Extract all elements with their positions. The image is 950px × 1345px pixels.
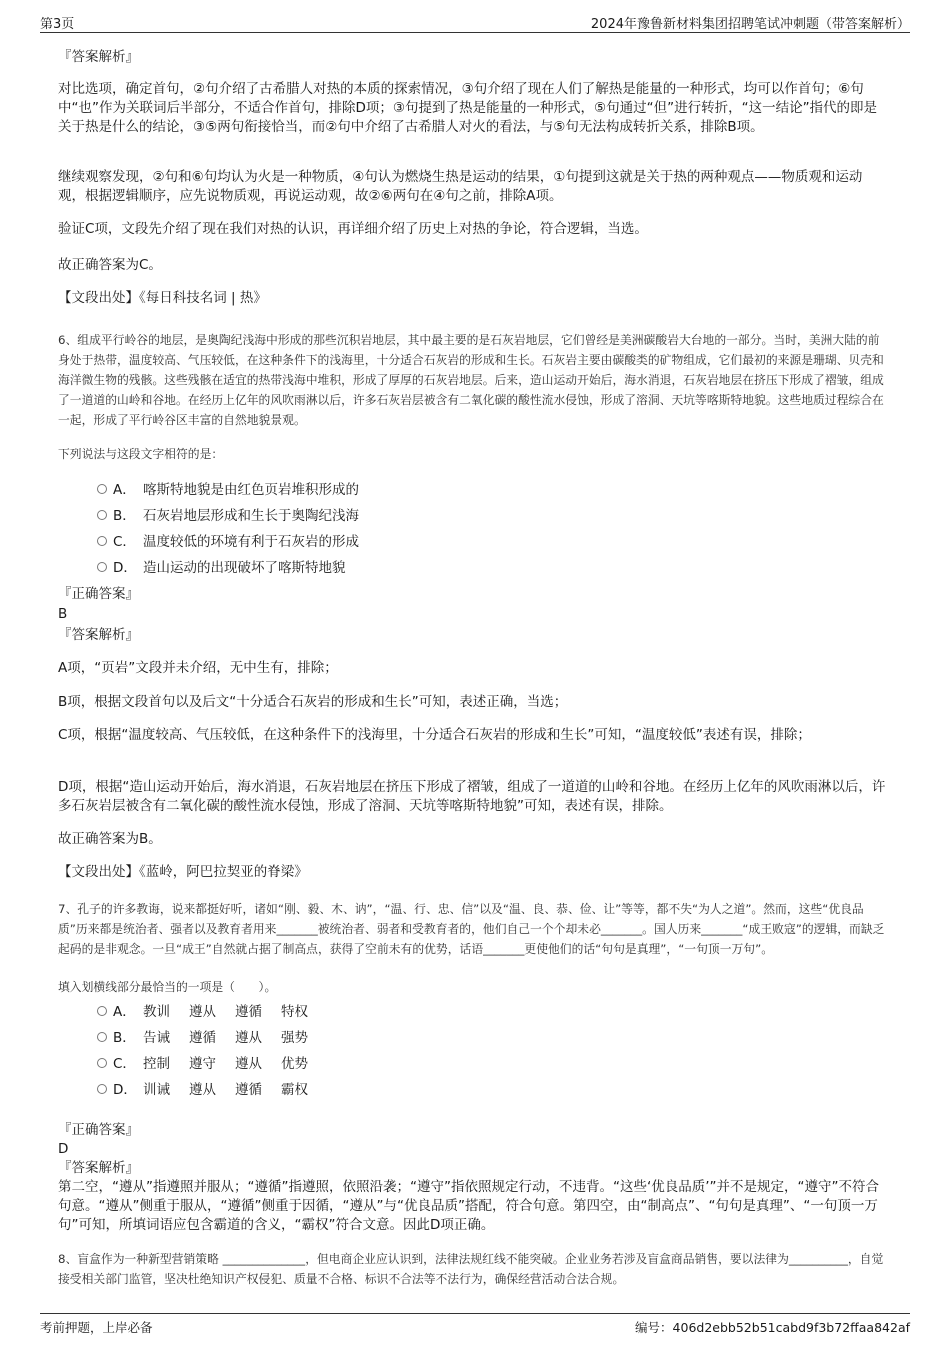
page-number: 第3页 xyxy=(40,17,75,32)
q6-analysis-b: B项，根据文段首句以及后文“十分适合石灰岩的形成和生长”可知，表述正确，当选； xyxy=(58,694,568,710)
page-footer xyxy=(40,1313,910,1336)
document-title: 2024年豫鲁新材料集团招聘笔试冲刺题（带答案解析） xyxy=(590,17,910,32)
q6-option-d[interactable]: D． 造山运动的出现破坏了喀斯特地貌 xyxy=(97,559,346,577)
q6-conclusion: 故正确答案为B。 xyxy=(58,831,162,847)
q6-answer: B xyxy=(58,606,68,622)
q5-analysis-para-1: 对比选项，确定首句，②句介绍了古希腊人对热的本质的探索情况，③句介绍了现在人们了解热是能量的一种形式，均可以作首句；⑥句中“也”作为关联词后半部分，不适合作首句，排除D项；③句提到了热是能量的一种形式，⑤句通过“但”进行转折，“这一结论”指代的即是关于热是什么的结论，③⑤两句衔接恰当，而②句中介绍了古希腊人对火的看法，与⑤句无法构成转折关系，排除B项。 xyxy=(58,81,878,135)
radio-icon[interactable] xyxy=(97,1084,107,1094)
q7-option-b[interactable]: B． 告诫 遵循 遵从 强势 xyxy=(97,1029,327,1047)
radio-icon[interactable] xyxy=(97,536,107,546)
q5-conclusion: 故正确答案为C。 xyxy=(58,257,162,273)
q8-stem: 8、盲盒作为一种新型营销策略 ______________，但电商企业应认识到，法律法规红线不能突破。企业业务若涉及盲盒商品销售，要以法律为__________，自觉接受相关部门监管，坚决杜绝知识产权侵犯、质量不合格、标识不合法等不法行为，确保经营活动合法合规。 xyxy=(58,1252,884,1286)
radio-icon[interactable] xyxy=(97,510,107,520)
q7-analysis: 第二空，“遵从”指遵照并服从；“遵循”指遵照，依照沿袭；“遵守”指依照规定行动，不违背。“这些‘优良品质’”并不是规定，“遵守”不符合句意。“遵从”侧重于服从，“遵循”侧重于因循，“遵从”与“优良品质”搭配，符合句意。第四空，由“制高点”、“句句是真理”、“一句顶一万句”可知，所填词语应包含霸道的含义，“霸权”符合文意。因此D项正确。 xyxy=(58,1179,880,1233)
q6-question: 下列说法与这段文字相符的是： xyxy=(58,447,224,461)
document-code: 编号：406d2ebb52b51cabd9f3b72ffaa842af xyxy=(635,1320,910,1335)
radio-icon[interactable] xyxy=(97,1006,107,1016)
q7-question: 填入划横线部分最恰当的一项是（ ）。 xyxy=(58,980,277,994)
q5-analysis-label: 『答案解析』 xyxy=(58,49,139,65)
radio-icon[interactable] xyxy=(97,562,107,572)
q7-stem: 7、孔子的许多教诲，说来都挺好听，诸如“刚、毅、木、讷”，“温、行、忠、信”以及“温、良、恭、俭、让”等等，都不失“为人之道”。然而，这些“优良品质”历来都是统治者、强者以及教育者用来_______被统治者、弱者和受教育者的，他们自己一个个却未必_______。国人历来_______“成王败寇”的逻辑，而缺乏起码的是非观念。一旦“成王”自然就占据了制高点，获得了空前未有的优势，话语_______更使他们的话“句句是真理”，“一句顶一万句”。 xyxy=(58,902,885,956)
q6-option-c[interactable]: C． 温度较低的环境有利于石灰岩的形成 xyxy=(97,533,359,551)
q6-analysis-a: A项，“页岩”文段并未介绍，无中生有，排除； xyxy=(58,660,338,676)
page-header xyxy=(40,10,910,33)
q7-answer: D xyxy=(58,1141,69,1157)
q7-option-d[interactable]: D． 训诫 遵从 遵循 霸权 xyxy=(97,1081,327,1099)
q7-analysis-label: 『答案解析』 xyxy=(58,1160,139,1176)
q6-answer-label: 『正确答案』 xyxy=(58,586,139,602)
q5-source: 【文段出处】《每日科技名词 | 热》 xyxy=(58,290,267,306)
q6-source: 【文段出处】《蓝岭，阿巴拉契亚的脊梁》 xyxy=(58,864,308,880)
q7-option-c[interactable]: C． 控制 遵守 遵从 优势 xyxy=(97,1055,327,1073)
radio-icon[interactable] xyxy=(97,484,107,494)
radio-icon[interactable] xyxy=(97,1058,107,1068)
q6-option-a[interactable]: A． 喀斯特地貌是由红色页岩堆积形成的 xyxy=(97,481,359,499)
q7-answer-label: 『正确答案』 xyxy=(58,1122,139,1138)
radio-icon[interactable] xyxy=(97,1032,107,1042)
q6-stem: 6、组成平行岭谷的地层，是奥陶纪浅海中形成的那些沉积岩地层，其中最主要的是石灰岩地层，它们曾经是美洲碳酸岩大台地的一部分。当时，美洲大陆的前身处于热带，温度较高、气压较低，在这种条件下的浅海里，十分适合石灰岩的形成和生长。石灰岩主要由碳酸类的矿物组成，它们最初的来源是珊瑚、贝壳和海洋微生物的残骸。这些残骸在适宜的热带浅海中堆积，形成了厚厚的石灰岩地层。后来，造山运动开始后，海水消退，石灰岩地层在挤压下形成了褶皱，组成了一道道的山岭和谷地。在经历上亿年的风吹雨淋以后，许多石灰岩层被含有二氧化碳的酸性流水侵蚀，形成了溶洞、天坑等喀斯特地貌。这些地质过程综合在一起，形成了平行岭谷区丰富的自然地貌景观。 xyxy=(58,333,884,427)
q6-analysis-label: 『答案解析』 xyxy=(58,627,139,643)
q5-analysis-para-3: 验证C项，文段先介绍了现在我们对热的认识，再详细介绍了历史上对热的争论，符合逻辑，当选。 xyxy=(58,221,648,237)
q7-option-a[interactable]: A． 教训 遵从 遵循 特权 xyxy=(97,1003,327,1021)
q6-analysis-d: D项，根据“造山运动开始后，海水消退，石灰岩地层在挤压下形成了褶皱，组成了一道道的山岭和谷地。在经历上亿年的风吹雨淋以后，许多石灰岩层被含有二氧化碳的酸性流水侵蚀，形成了溶洞、天坑等喀斯特地貌”可知，表述有误，排除。 xyxy=(58,779,886,814)
q6-option-b[interactable]: B． 石灰岩地层形成和生长于奥陶纪浅海 xyxy=(97,507,359,525)
q5-analysis-para-2: 继续观察发现，②句和⑥句均认为火是一种物质，④句认为燃烧生热是运动的结果，①句提到这就是关于热的两种观点——物质观和运动观，根据逻辑顺序，应先说物质观，再说运动观，故②⑥两句在④句之前，排除A项。 xyxy=(58,169,863,204)
q6-analysis-c: C项，根据“温度较高、气压较低，在这种条件下的浅海里，十分适合石灰岩的形成和生长”可知，“温度较低”表述有误，排除； xyxy=(58,727,811,743)
footer-slogan: 考前押题，上岸必备 xyxy=(40,1320,153,1335)
